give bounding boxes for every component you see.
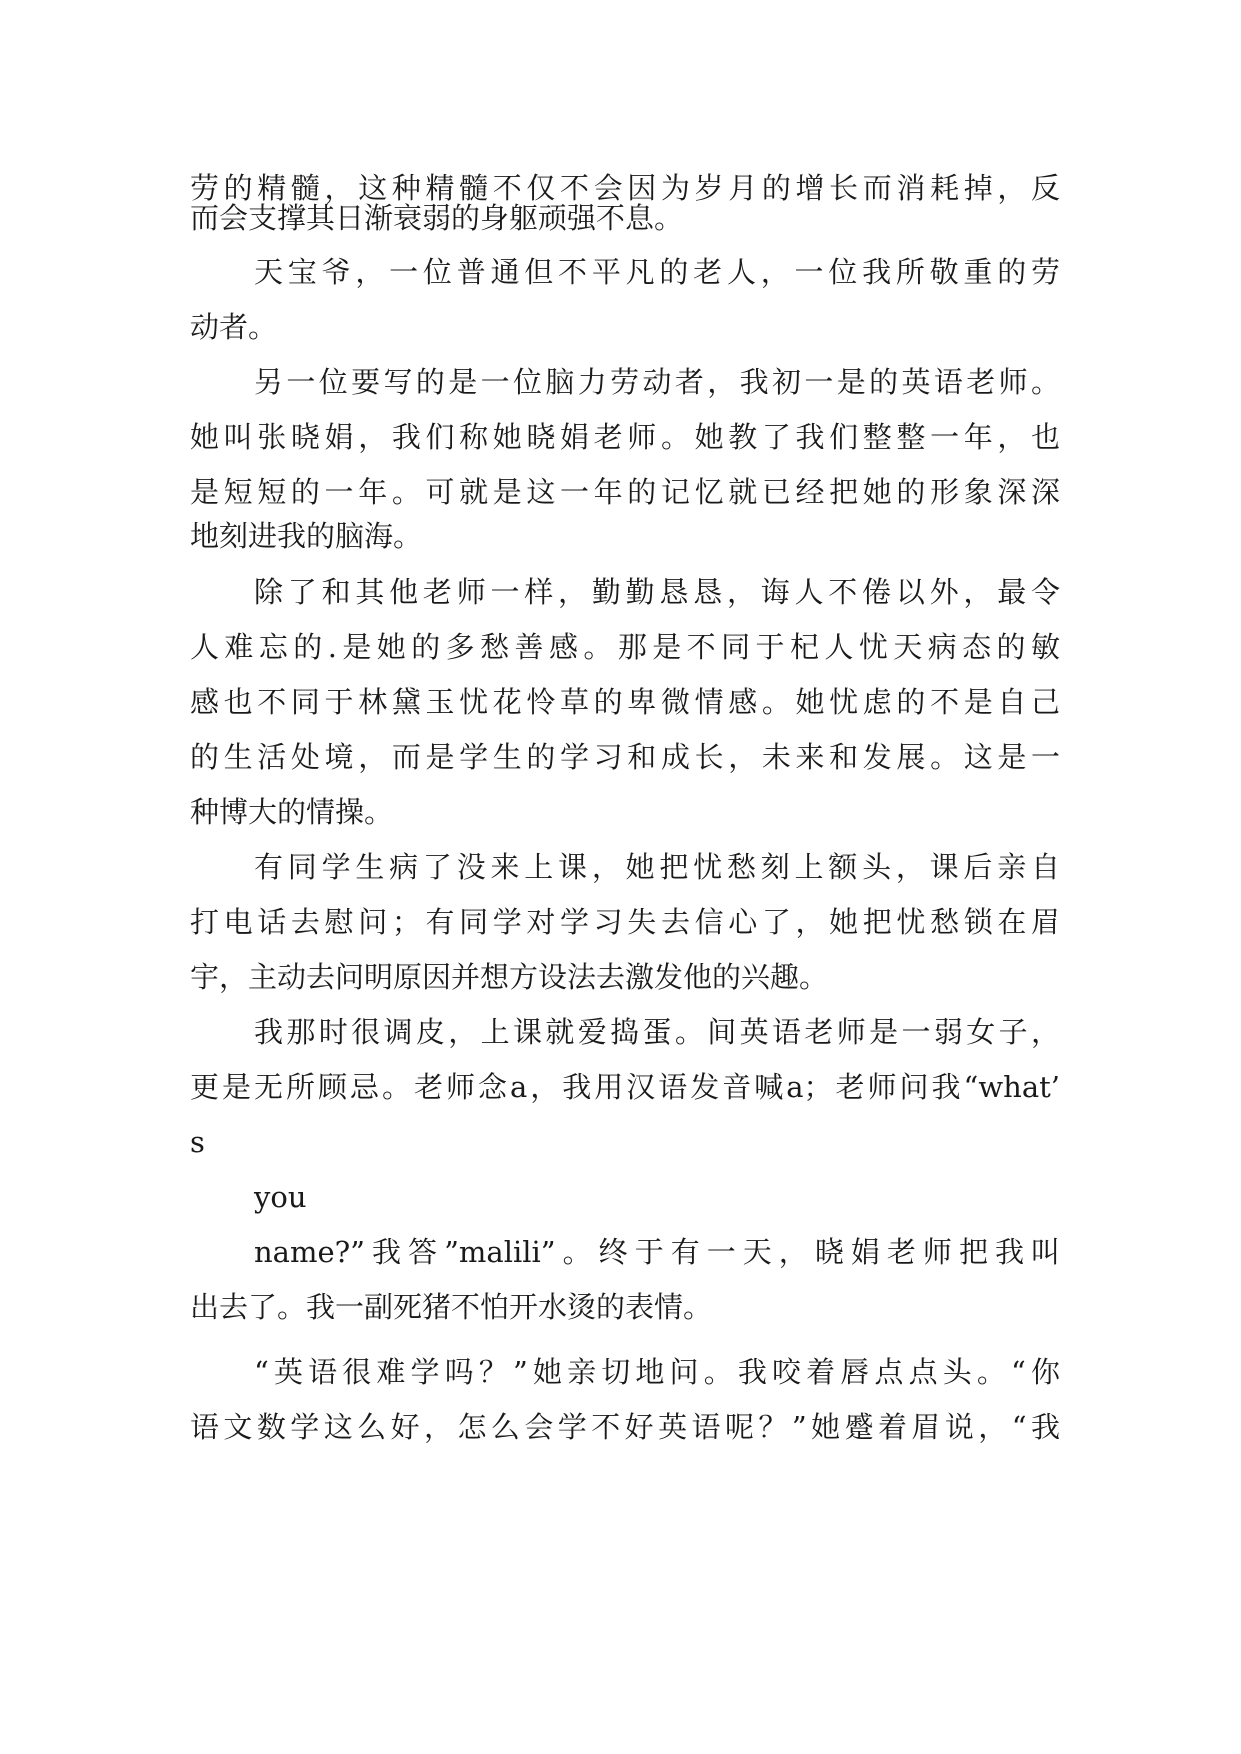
text-line: “英语很难学吗？”她亲切地问。我咬着唇点点头。“你 (254, 1355, 1060, 1389)
text-line: 她叫张晓娟，我们称她晓娟老师。她教了我们整整一年，也 (190, 420, 1060, 454)
text-line: 而会支撑其日渐衰弱的身躯顽强不息。 (190, 201, 684, 235)
text-line: 动者。 (190, 310, 278, 344)
text-line: 是短短的一年。可就是这一年的记忆就已经把她的形象深深 (190, 475, 1060, 509)
text-line: 地刻进我的脑海。 (190, 519, 423, 553)
text-line: 宇，主动去问明原因并想方设法去激发他的兴趣。 (190, 960, 829, 994)
text-line: 出去了。我一副死猪不怕开水烫的表情。 (190, 1290, 713, 1324)
text-line: 有同学生病了没来上课，她把忧愁刻上额头，课后亲自 (254, 850, 1060, 884)
text-line: 种博大的情操。 (190, 795, 394, 829)
text-line: 打电话去慰问；有同学对学习失去信心了，她把忧愁锁在眉 (190, 905, 1060, 939)
text-line: 更是无所顾忌。老师念a，我用汉语发音喊a；老师问我“what’ (190, 1070, 1060, 1104)
text-line: 天宝爷，一位普通但不平凡的老人，一位我所敬重的劳 (254, 255, 1060, 289)
text-line: 除了和其他老师一样，勤勤恳恳，诲人不倦以外，最令 (254, 575, 1060, 609)
text-line: 的生活处境，而是学生的学习和成长，未来和发展。这是一 (190, 740, 1060, 774)
text-line: 劳的精髓，这种精髓不仅不会因为岁月的增长而消耗掉，反 (190, 171, 1060, 205)
text-line: 感也不同于林黛玉忧花怜草的卑微情感。她忧虑的不是自己 (190, 685, 1060, 719)
text-line: 语文数学这么好，怎么会学不好英语呢？”她蹙着眉说，“我 (190, 1410, 1060, 1444)
text-line: 人难忘的.是她的多愁善感。那是不同于杞人忧天病态的敏 (190, 630, 1060, 664)
text-line: s (190, 1125, 205, 1159)
text-line: 另一位要写的是一位脑力劳动者，我初一是的英语老师。 (254, 365, 1060, 399)
text-line: 我那时很调皮，上课就爱捣蛋。间英语老师是一弱女子， (254, 1015, 1060, 1049)
text-line: name?”我答”malili”。终于有一天，晓娟老师把我叫 (254, 1235, 1060, 1269)
text-line: you (254, 1180, 307, 1214)
